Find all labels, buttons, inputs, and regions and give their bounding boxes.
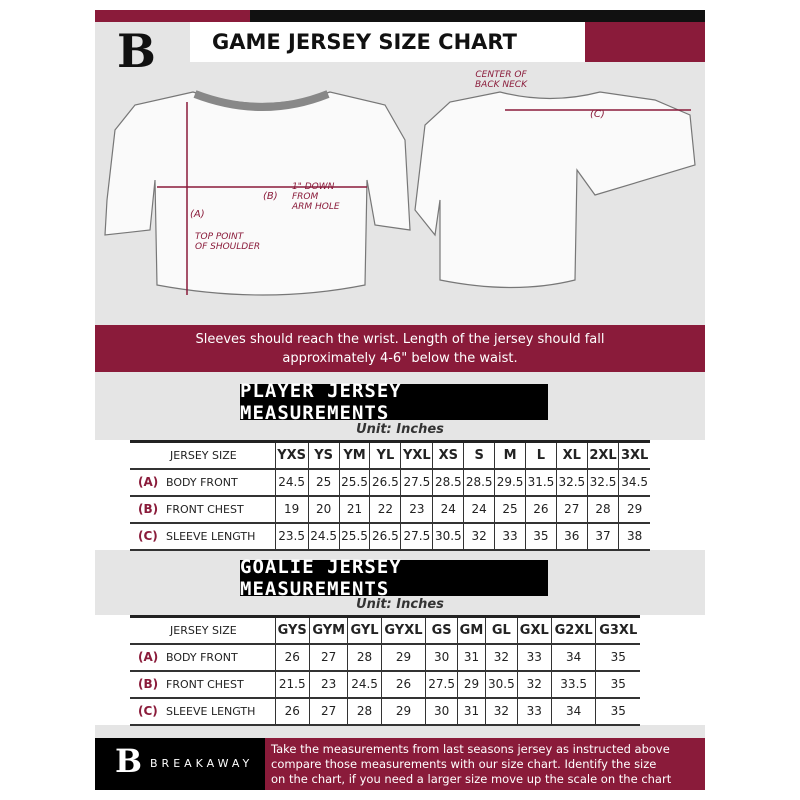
size-header: YM [339, 442, 370, 469]
brand-name: BREAKAWAY [150, 757, 254, 770]
table-cell: 26.5 [370, 469, 401, 496]
table-row [130, 698, 640, 725]
note-b: 1" DOWN FROM ARM HOLE [292, 182, 340, 212]
table-row [130, 671, 640, 698]
size-header: GXL [517, 617, 551, 644]
front-jersey-outline [105, 92, 410, 295]
table-cell: 34.5 [619, 469, 650, 496]
table-cell: 34 [551, 644, 596, 671]
size-header-row [130, 617, 640, 644]
table-cell: 28 [348, 644, 381, 671]
footer-instructions: Take the measurements from last seasons jersey as instructed above compare those measurements with our size chart. Identify the size on the chart, if you need a larger size move up the scale on the chart [265, 738, 705, 790]
table-cell: 21 [339, 496, 370, 523]
size-chart-page [95, 10, 705, 790]
size-header: GYXL [381, 617, 426, 644]
table-cell: 27.5 [426, 671, 458, 698]
table-cell: 22 [370, 496, 401, 523]
size-header: 2XL [587, 442, 619, 469]
table-cell: 30.5 [433, 523, 464, 550]
row-label: (C) SLEEVE LENGTH [130, 523, 275, 550]
size-header: GL [486, 617, 518, 644]
size-header: L [525, 442, 556, 469]
table-cell: 34 [551, 698, 596, 725]
table-cell: 37 [587, 523, 619, 550]
size-header: GM [457, 617, 485, 644]
table-cell: 24.5 [308, 523, 339, 550]
table-cell: 32.5 [587, 469, 619, 496]
size-header: GS [426, 617, 458, 644]
player-heading: PLAYER JERSEY MEASUREMENTS [240, 384, 548, 420]
table-cell: 36 [556, 523, 587, 550]
note-c: CENTER OF BACK NECK [475, 70, 527, 90]
table-cell: 30 [426, 698, 458, 725]
player-table [130, 440, 650, 551]
table-cell: 26.5 [370, 523, 401, 550]
table-cell: 24 [433, 496, 464, 523]
table-cell: 25.5 [339, 469, 370, 496]
table-cell: 25 [495, 496, 526, 523]
size-header: S [464, 442, 495, 469]
table-cell: 23.5 [275, 523, 308, 550]
size-header: GYM [309, 617, 348, 644]
row-label: (B) FRONT CHEST [130, 496, 275, 523]
table-cell: 24.5 [275, 469, 308, 496]
label-c: (C) [590, 109, 605, 120]
table-cell: 35 [596, 698, 640, 725]
table-cell: 26 [381, 671, 426, 698]
table-cell: 29 [381, 698, 426, 725]
brand-logo: B [117, 24, 156, 78]
table-cell: 32 [486, 644, 518, 671]
table-cell: 28.5 [433, 469, 464, 496]
table-cell: 21.5 [275, 671, 309, 698]
table-cell: 28 [348, 698, 381, 725]
row-label: (A) BODY FRONT [130, 469, 275, 496]
table-cell: 27 [309, 698, 348, 725]
top-dark-bar [250, 10, 705, 22]
goalie-table-band [95, 615, 705, 725]
size-header: XL [556, 442, 587, 469]
table-row [130, 469, 650, 496]
table-cell: 30 [426, 644, 458, 671]
table-cell: 33.5 [551, 671, 596, 698]
table-cell: 38 [619, 523, 650, 550]
goalie-table [130, 615, 640, 726]
size-header: XS [433, 442, 464, 469]
table-cell: 32 [464, 523, 495, 550]
title-accent-block [585, 22, 705, 62]
table-cell: 27.5 [401, 523, 433, 550]
table-cell: 33 [517, 698, 551, 725]
top-accent-bar [95, 10, 250, 22]
size-label: JERSEY SIZE [130, 442, 275, 469]
table-cell: 29.5 [495, 469, 526, 496]
table-cell: 31 [457, 644, 485, 671]
table-cell: 27.5 [401, 469, 433, 496]
table-cell: 31.5 [525, 469, 556, 496]
goalie-heading: GOALIE JERSEY MEASUREMENTS [240, 560, 548, 596]
size-header: GYL [348, 617, 381, 644]
table-cell: 26 [525, 496, 556, 523]
table-cell: 19 [275, 496, 308, 523]
table-cell: 24 [464, 496, 495, 523]
table-cell: 35 [596, 671, 640, 698]
row-label: (A) BODY FRONT [130, 644, 275, 671]
footer-logo: B [115, 742, 143, 780]
table-cell: 29 [381, 644, 426, 671]
table-cell: 25.5 [339, 523, 370, 550]
page-title: GAME JERSEY SIZE CHART [190, 22, 585, 62]
size-header: YXL [401, 442, 433, 469]
table-cell: 23 [401, 496, 433, 523]
table-cell: 27 [309, 644, 348, 671]
table-cell: 26 [275, 698, 309, 725]
table-cell: 29 [457, 671, 485, 698]
size-header: YL [370, 442, 401, 469]
table-cell: 33 [495, 523, 526, 550]
table-cell: 20 [308, 496, 339, 523]
player-table-band [95, 440, 705, 550]
table-cell: 30.5 [486, 671, 518, 698]
size-label: JERSEY SIZE [130, 617, 275, 644]
player-unit: Unit: Inches [356, 422, 444, 437]
size-header: M [495, 442, 526, 469]
table-cell: 35 [525, 523, 556, 550]
table-cell: 32 [486, 698, 518, 725]
size-header: YS [308, 442, 339, 469]
size-header: G2XL [551, 617, 596, 644]
table-cell: 32 [517, 671, 551, 698]
table-cell: 25 [308, 469, 339, 496]
size-header: 3XL [619, 442, 650, 469]
label-a: (A) [190, 209, 205, 220]
table-cell: 23 [309, 671, 348, 698]
table-cell: 31 [457, 698, 485, 725]
table-cell: 28.5 [464, 469, 495, 496]
table-cell: 27 [556, 496, 587, 523]
back-jersey-outline [415, 92, 695, 288]
note-a: TOP POINT OF SHOULDER [195, 232, 261, 252]
row-label: (B) FRONT CHEST [130, 671, 275, 698]
goalie-unit: Unit: Inches [356, 597, 444, 612]
table-cell: 24.5 [348, 671, 381, 698]
size-header: YXS [275, 442, 308, 469]
fit-banner: Sleeves should reach the wrist. Length of the jersey should fall approximately 4-6" below the waist. [95, 325, 705, 372]
table-cell: 35 [596, 644, 640, 671]
size-header: GYS [275, 617, 309, 644]
footer-brand [95, 738, 265, 790]
table-row [130, 496, 650, 523]
size-header-row [130, 442, 650, 469]
table-cell: 26 [275, 644, 309, 671]
table-row [130, 523, 650, 550]
jersey-diagram [95, 70, 705, 320]
table-cell: 28 [587, 496, 619, 523]
label-b: (B) [263, 191, 278, 202]
row-label: (C) SLEEVE LENGTH [130, 698, 275, 725]
table-cell: 29 [619, 496, 650, 523]
table-row [130, 644, 640, 671]
table-cell: 32.5 [556, 469, 587, 496]
size-header: G3XL [596, 617, 640, 644]
table-cell: 33 [517, 644, 551, 671]
